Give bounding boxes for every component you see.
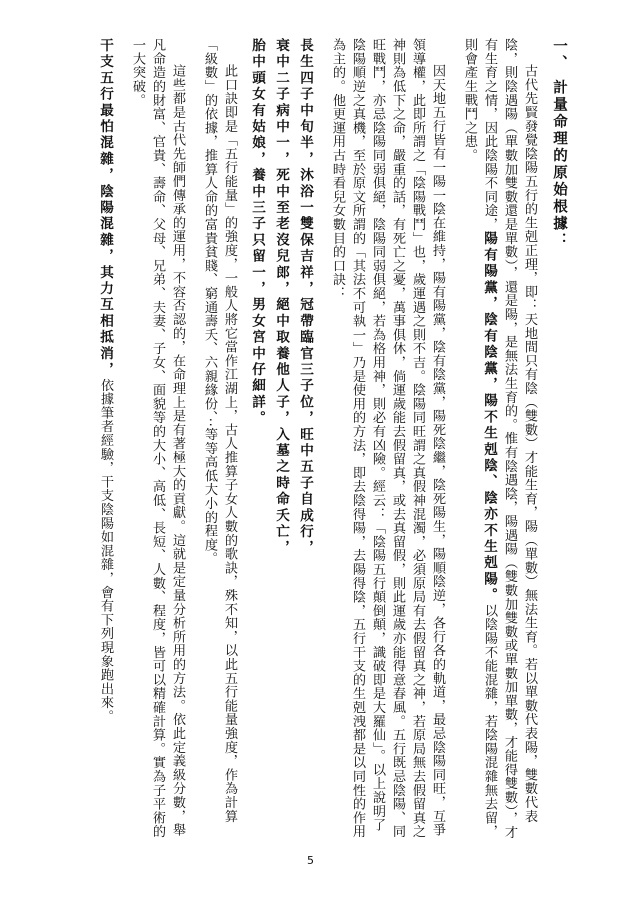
paragraph-text: 古代先賢發覺陰陽五行的生剋正理，即：天地間只有陰（雙數）才能生育，陽（單數）無法生育。若以單數代表陽，雙數代表陰，則陰遇陽（單數加雙數還是單數），還是陽，是無法生育的。惟有陰遇陰，陽遇陽（雙數加雙數或單數加單數，才能得雙數），才有生育之情，因此陰陽不同途， (482, 38, 537, 839)
paragraph-text: 以陰陽不能混雜，若陰陽混雜無去留，則會產生戰鬥之患。 (462, 38, 497, 839)
page-number: 5 (307, 854, 314, 867)
paragraph-quantitative-method: 這些都是古代先師們傳承的運用，不容否認的，在命理上是有著極大的貢獻。這就是定量分析所用的方法。依此定義級分數，舉凡命造的財富、官貴、壽命、父母、兄弟、夫妻、子女、面貌等的大小、高低、長短、人數、程度，皆可以精確計算。實為子平術的一大突破。 (130, 38, 185, 839)
emphasis-mixing: 干支五行最怕混雜，陰陽混雜，其力互相抵消， (97, 38, 113, 379)
paragraph-five-element-energy: 此口訣即是「五行能量」的強度，一般人將它當作江湖上，古人推算子女人數的歌訣，殊不知，以此五行能量強度，作為計算「級數」的依據，推算人命的富貴貧賤、窮通壽夭、六親緣份、‧‧等等高低大小的程度。 (202, 38, 237, 824)
verse-line: 胎中頭女有姑娘，養中三子只留一，男女宮中仔細詳。 (249, 38, 265, 427)
section-heading: 一、 計量命理的原始根據： (551, 38, 568, 250)
verse-block (247, 38, 315, 839)
verse-line: 長生四子中旬半，沐浴一雙保吉祥，冠帶臨官三子位，旺中五子自成行， (297, 38, 313, 557)
verse-line: 衰中二子病中一，死中至老沒兒郎，絕中取養他人子，入墓之時命夭亡， (273, 38, 289, 557)
paragraph-yin-yang-battle: 因天地五行皆有一陽一陰在維持，陽有陽黨，陰有陰黨，陽死陰繼，陰死陽生，陽順陰逆，各行各的軌道，最忌陰陽同旺，互爭領導權，此即所謂之「陰陽戰鬥」也，歲運遇之則不吉。陰陽同旺謂之真假神混濁，必須原局有去假留真之神，若原局無去假留真之神則為低下之命，嚴重的話，有死亡之憂，萬事俱休，倘運歲能去假留真，或去真留假，則此運歲亦能得意春風。五行既忌陰陽、同旺戰鬥，亦忌陰陽同弱俱絕，陰陽同弱俱絕，若為格用神，則必有凶險。經云：「陰陽五行顛倒顛，識破即是大羅仙」。以上說明了陰陽順逆之真機，至於原文所謂的「其法不可執一」乃是使用的方法，即去陰得陽，去陽得陰，五行干支的生剋洩都是以同性的作用為主的。他更運用古時看兒女數目的口訣： (330, 38, 445, 839)
paragraph-yin-yang-principle (459, 38, 539, 839)
vertical-text-page (40, 38, 569, 839)
paragraph-mixing-warning (95, 38, 115, 839)
emphasis-yang-party-yin-party: 陽有陽黨，陰有陰黨，陽不生剋陰、陰亦不生剋陽。 (481, 231, 497, 604)
paragraph-text: 依據筆者經驗，干支陰陽如混雜，會有下列現象跑出來。 (98, 378, 113, 724)
